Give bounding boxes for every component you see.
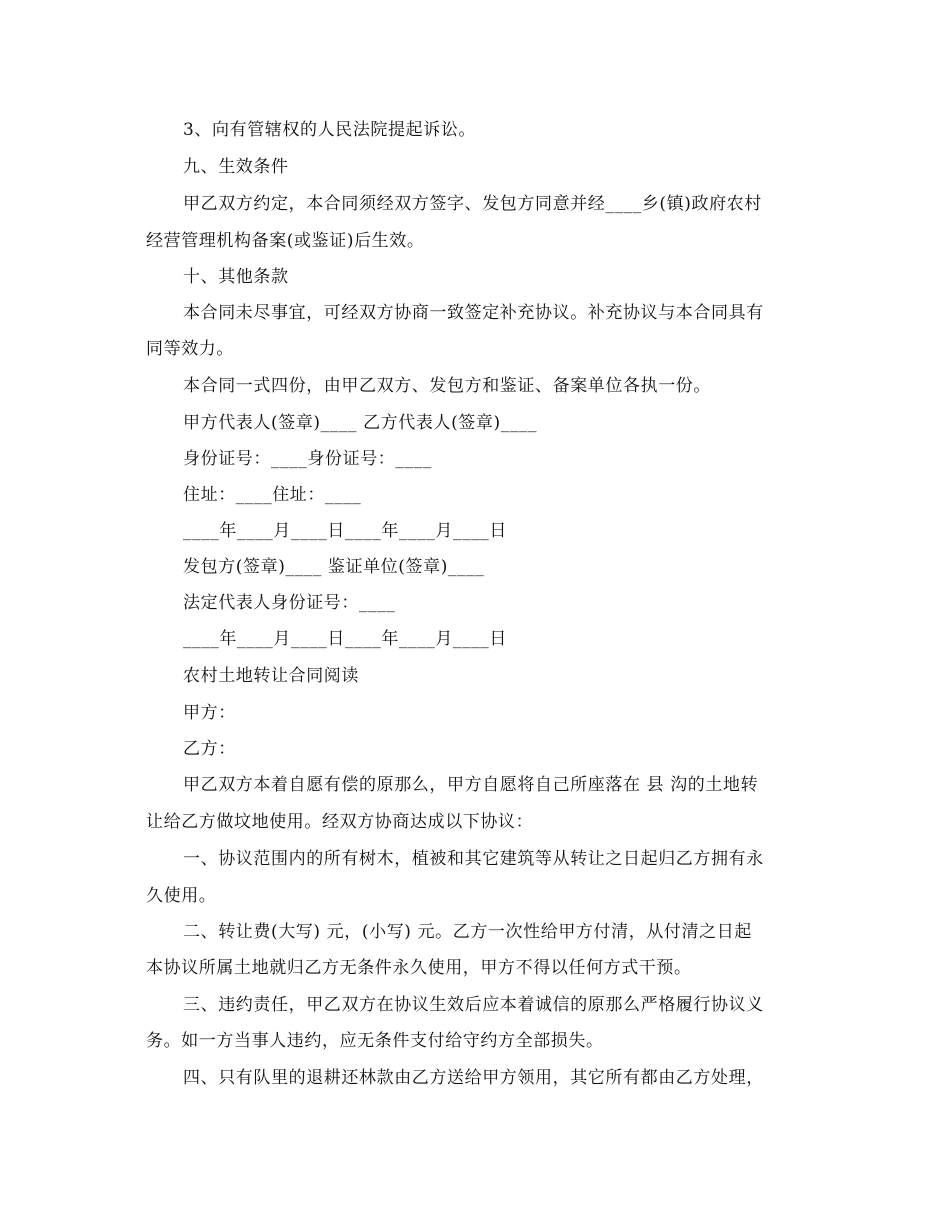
id-number-line: 法定代表人身份证号：____ bbox=[183, 593, 396, 613]
section-heading: 九、生效条件 bbox=[183, 157, 289, 177]
date-line: ____年____月____日____年____月____日 bbox=[183, 629, 507, 649]
section-heading: 十、其他条款 bbox=[183, 267, 289, 287]
text-line: 本协议所属土地就归乙方无条件永久使用，甲方不得以任何方式干预。 bbox=[146, 958, 692, 978]
text-line: 四、只有队里的退耕还林款由乙方送给甲方领用，其它所有都由乙方处理， bbox=[183, 1068, 764, 1088]
text-line: 经营管理机构备案(或鉴证)后生效。 bbox=[146, 231, 425, 251]
party-b-label: 乙方： bbox=[183, 739, 236, 759]
document-title: 农村土地转让合同阅读 bbox=[183, 666, 359, 686]
text-line: 甲乙双方本着自愿有偿的原那么，甲方自愿将自己所座落在 县 沟的土地转 bbox=[183, 775, 759, 795]
text-line: 三、违约责任，甲乙双方在协议生效后应本着诚信的原那么严格履行协议义 bbox=[183, 995, 764, 1015]
signature-line: 甲方代表人(签章)____ 乙方代表人(签章)____ bbox=[183, 413, 538, 433]
id-number-line: 身份证号：____身份证号：____ bbox=[183, 449, 432, 469]
text-line: 甲乙双方约定，本合同须经双方签字、发包方同意并经____乡(镇)政府农村 bbox=[183, 194, 762, 214]
text-line: 务。如一方当事人违约，应无条件支付给守约方全部损失。 bbox=[146, 1031, 604, 1051]
party-a-label: 甲方： bbox=[183, 703, 236, 723]
text-line: 本合同未尽事宜，可经双方协商一致签定补充协议。补充协议与本合同具有 bbox=[183, 303, 764, 323]
signature-line: 发包方(签章)____ 鉴证单位(签章)____ bbox=[183, 557, 485, 577]
text-line: 久使用。 bbox=[146, 886, 217, 906]
text-line: 让给乙方做坟地使用。经双方协商达成以下协议： bbox=[146, 812, 534, 832]
text-line: 同等效力。 bbox=[146, 339, 234, 359]
text-line: 3、向有管辖权的人民法院提起诉讼。 bbox=[183, 120, 477, 140]
date-line: ____年____月____日____年____月____日 bbox=[183, 521, 507, 541]
text-line: 本合同一式四份，由甲乙双方、发包方和鉴证、备案单位各执一份。 bbox=[183, 376, 711, 396]
text-line: 一、协议范围内的所有树木，植被和其它建筑等从转让之日起归乙方拥有永 bbox=[183, 849, 764, 869]
address-line: 住址：____住址：____ bbox=[183, 485, 362, 505]
text-line: 二、转让费(大写) 元，(小写) 元。乙方一次性给甲方付清，从付清之日起 bbox=[183, 922, 752, 942]
